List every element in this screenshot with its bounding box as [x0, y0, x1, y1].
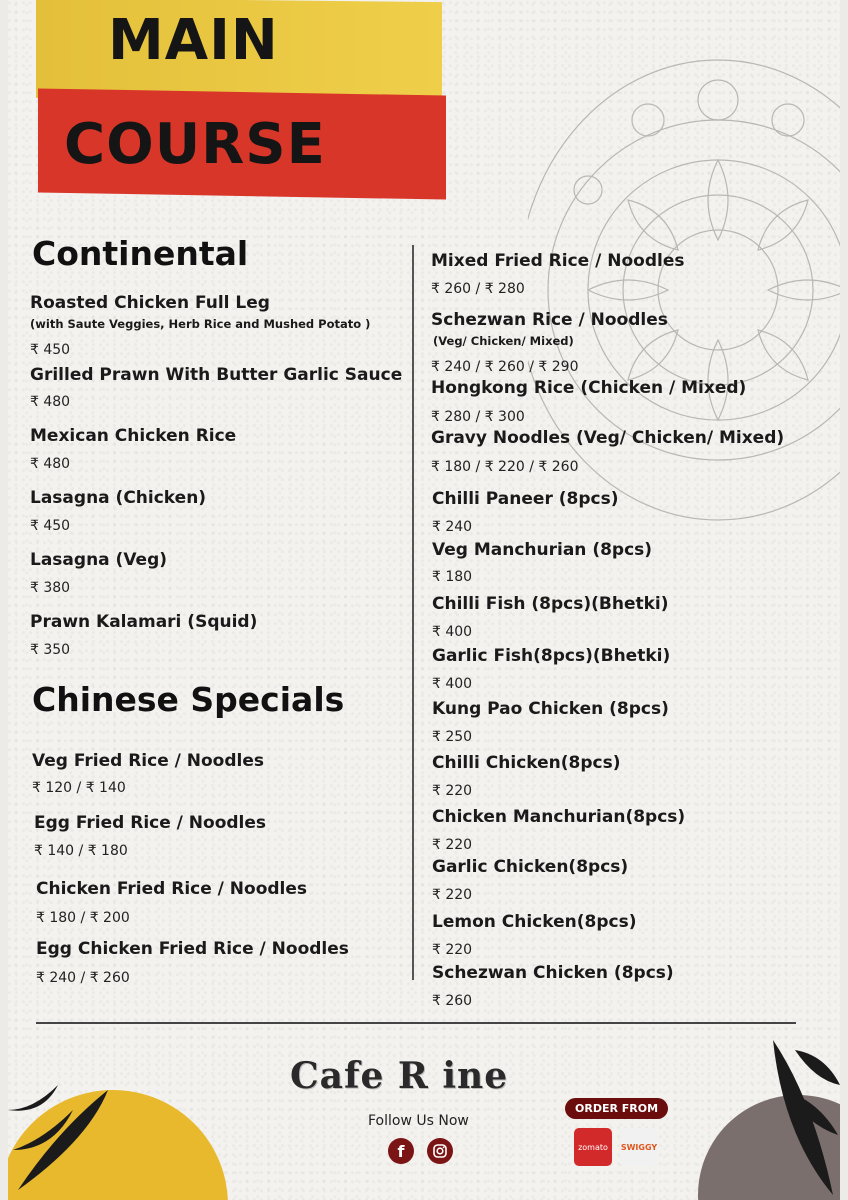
title-course: COURSE	[64, 112, 326, 177]
menu-item-name: Grilled Prawn With Butter Garlic Sauce	[30, 365, 403, 385]
menu-item-price: ₹ 220	[432, 887, 473, 903]
menu-item-price: ₹ 260	[432, 993, 473, 1009]
section-heading-continental: Continental	[32, 234, 249, 273]
menu-item-name: Mixed Fried Rice / Noodles	[431, 251, 685, 271]
menu-item-name: Egg Chicken Fried Rice / Noodles	[36, 939, 349, 959]
menu-item-price: ₹ 400	[432, 676, 473, 692]
menu-item-price: ₹ 480	[30, 394, 71, 410]
menu-item-price: ₹ 280 / ₹ 300	[431, 409, 525, 425]
menu-item-price: ₹ 120 / ₹ 140	[32, 780, 126, 796]
instagram-icon[interactable]	[427, 1138, 453, 1164]
menu-item-price: ₹ 240	[432, 519, 473, 535]
menu-item-name: Chicken Fried Rice / Noodles	[36, 879, 308, 899]
menu-item-price: ₹ 180	[432, 569, 473, 585]
menu-item-name: Hongkong Rice (Chicken / Mixed)	[431, 378, 747, 398]
menu-item-name: Veg Manchurian (8pcs)	[432, 540, 653, 560]
menu-item-price: ₹ 220	[432, 942, 473, 958]
menu-item-price: ₹ 350	[30, 642, 71, 658]
menu-item-name: Roasted Chicken Full Leg	[30, 293, 270, 313]
menu-item-name: Schezwan Rice / Noodles	[431, 310, 668, 330]
footer-divider	[36, 1022, 796, 1024]
menu-item-name: Lasagna (Chicken)	[30, 488, 207, 508]
menu-item-name: Prawn Kalamari (Squid)	[30, 612, 258, 632]
menu-item-name: Chilli Paneer (8pcs)	[432, 489, 619, 509]
title-main: MAIN	[108, 8, 279, 73]
follow-us-text: Follow Us Now	[368, 1113, 469, 1129]
menu-item-price: ₹ 450	[30, 518, 71, 534]
menu-item-name: Garlic Chicken(8pcs)	[432, 857, 629, 877]
menu-item-price: ₹ 180 / ₹ 220 / ₹ 260	[431, 459, 579, 475]
leaf-left-icon	[8, 1080, 118, 1200]
menu-item-price: ₹ 480	[30, 456, 71, 472]
menu-item-price: ₹ 180 / ₹ 200	[36, 910, 130, 926]
mandala-decoration	[528, 40, 840, 560]
menu-item-price: ₹ 220	[432, 837, 473, 853]
instagram-glyph-icon	[432, 1143, 448, 1159]
menu-item-name: Egg Fried Rice / Noodles	[34, 813, 267, 833]
menu-item-name: Garlic Fish(8pcs)(Bhetki)	[432, 646, 671, 666]
menu-item-price: ₹ 250	[432, 729, 473, 745]
menu-page	[8, 0, 840, 1200]
section-heading-chinese: Chinese Specials	[32, 680, 345, 719]
menu-item-name: Veg Fried Rice / Noodles	[32, 751, 264, 771]
menu-item-description: (with Saute Veggies, Herb Rice and Mushed Potato )	[30, 317, 371, 331]
menu-item-price: ₹ 260 / ₹ 280	[431, 281, 525, 297]
menu-item-name: Lasagna (Veg)	[30, 550, 168, 570]
menu-item-price: ₹ 220	[432, 783, 473, 799]
menu-item-name: Lemon Chicken(8pcs)	[432, 912, 637, 932]
column-divider	[412, 245, 414, 980]
swiggy-logo[interactable]: SWIGGY	[620, 1128, 658, 1166]
cafe-logo: Cafe R ine	[290, 1055, 509, 1097]
menu-item-price: ₹ 140 / ₹ 180	[34, 843, 128, 859]
menu-item-name: Chicken Manchurian(8pcs)	[432, 807, 686, 827]
menu-item-price: ₹ 240 / ₹ 260	[36, 970, 130, 986]
menu-item-name: Mexican Chicken Rice	[30, 426, 237, 446]
facebook-icon[interactable]: f	[388, 1138, 414, 1164]
menu-item-name: Chilli Fish (8pcs)(Bhetki)	[432, 594, 669, 614]
menu-item-name: Chilli Chicken(8pcs)	[432, 753, 621, 773]
menu-item-price: ₹ 450	[30, 342, 71, 358]
zomato-logo[interactable]: zomato	[574, 1128, 612, 1166]
order-from-badge: ORDER FROM	[565, 1098, 668, 1119]
menu-item-name: Kung Pao Chicken (8pcs)	[432, 699, 669, 719]
menu-item-description: (Veg/ Chicken/ Mixed)	[433, 334, 574, 348]
menu-item-price: ₹ 380	[30, 580, 71, 596]
menu-item-price: ₹ 400	[432, 624, 473, 640]
menu-item-name: Schezwan Chicken (8pcs)	[432, 963, 674, 983]
menu-item-price: ₹ 240 / ₹ 260 / ₹ 290	[431, 359, 579, 375]
leaf-right-icon	[748, 1035, 840, 1200]
menu-item-name: Gravy Noodles (Veg/ Chicken/ Mixed)	[431, 428, 785, 448]
